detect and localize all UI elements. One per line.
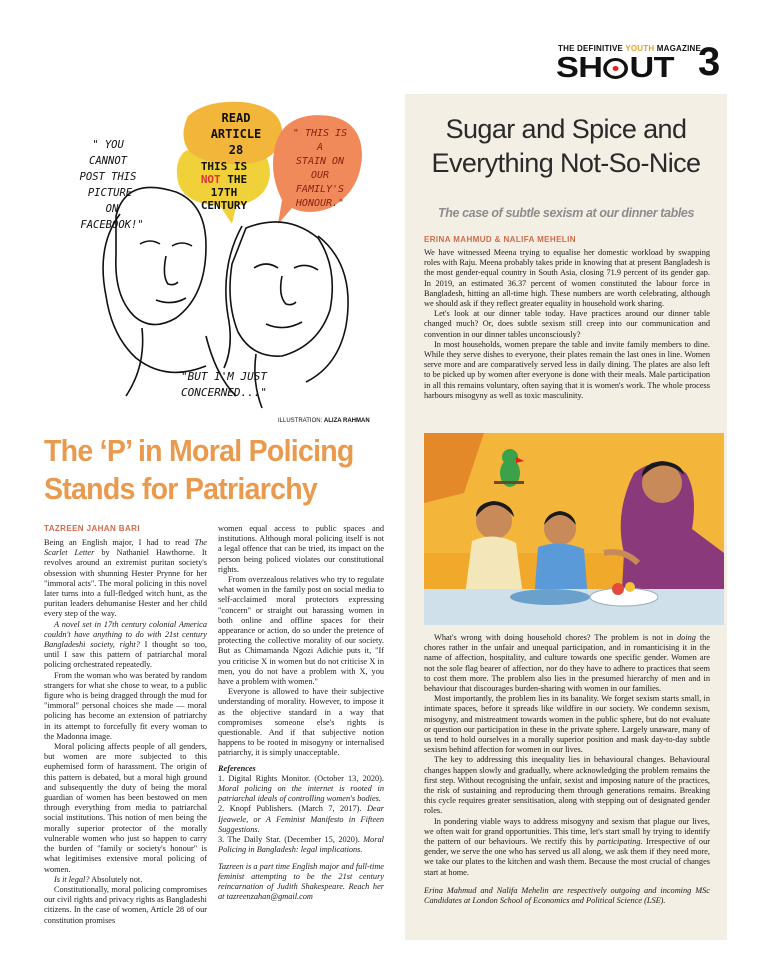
references-heading: References (218, 763, 256, 773)
page-number: 3 (698, 40, 721, 84)
svg-text:17TH: 17TH (210, 186, 238, 199)
svg-text:ON: ON (105, 203, 119, 215)
illustration-credit: ILLUSTRATION: ALIZA RAHMAN (278, 418, 370, 424)
svg-text:FAMILY'S: FAMILY'S (295, 184, 345, 195)
masthead-logo: SH UT (556, 52, 674, 84)
svg-text:A: A (316, 142, 324, 153)
right-article-title: Sugar and Spice and Everything Not-So-Nice (431, 114, 701, 178)
svg-text:NOT THE: NOT THE (200, 173, 248, 186)
right-article-byline: ERINA MAHMUD & NALIFA MEHELIN (424, 235, 576, 244)
svg-text:28: 28 (228, 143, 244, 157)
left-article-byline: TAZREEN JAHAN BARI (44, 524, 140, 533)
paragraph: We have witnessed Meena trying to equalise her domestic workload by swapping roles with Raju. Meena probably takes pride in knowing that at present Bangladesh is the most gender-equal country in South Asia, closing 71.9 percent of its gender gap. In 2019, an estimated 36.37 percent of women constituted the labour force in Bangladesh, hitting an all-time high. These numbers are worth celebrating, although we should ask if they reflect greater equality in household work sharing. (424, 248, 710, 309)
svg-text:POST THIS: POST THIS (79, 171, 137, 183)
reference-item: 2. Knopf Publishers. (March 7, 2017). Dear Ijeawele, or A Feminist Manifesto in Fifteen Suggestions. (218, 804, 384, 834)
svg-text:CANNOT: CANNOT (89, 155, 127, 167)
paragraph: Being an English major, I had to read The Scarlet Letter by Nathaniel Hawthorne. It revolves around an extremist puritan society's obsession with shunning Hester Prynne for her "immoral acts". The moral policing in this novel later turns into a full-fledged witch hunt, as the puritan leaders dehumanise Hester and her child every step of the way. (44, 538, 207, 619)
paragraph: Most importantly, the problem lies in its banality. We forget sexism starts small, in intimate spaces, before it spreads like wildfire in our society. We condemn sexism, misogyny, and mistreatment towards women in the public sphere, but do not evaluate or question our participation in these in the private sphere. Largely unaware, many of us tend to hold ourselves in a morally superior position and mask day-to-day subtle sexism behind affection for women in our lives. (424, 694, 710, 755)
right-article-bottom-text (424, 633, 710, 906)
svg-text:HONOUR.": HONOUR." (295, 198, 345, 209)
paragraph: Is it legal? Absolutely not. (54, 874, 143, 884)
paragraph: What's wrong with doing household chores? The problem is not in doing the chores rather in the unfair and unequal participation, and in romanticising it in the name of affection, hospitality, and culture towards one specific gender. Women are not the sole flag bearer of affection, nor do they have to adhere to practices that seem to cost them more. The problem also lies in the presumed hierarchy of men and in behaviour that discourages burden-sharing with women in our families. (424, 633, 710, 694)
svg-text:"BUT I'M JUST: "BUT I'M JUST (180, 370, 268, 383)
svg-text:PICTURE: PICTURE (87, 187, 133, 199)
svg-text:OUR: OUR (310, 170, 330, 181)
left-article-title: The ‘P’ in Moral Policing Stands for Patriarchy (44, 433, 354, 506)
paragraph: From overzealous relatives who try to regulate what women in the family post on social media to self-acclaimed moral protectors expressing "concern" or straight out harassing women in both online and offline spaces for their appearance or action, do so under the pretence of protecting the collective morality of our society. But as Chimamanda Ngozi Adichie puts it, "If you criticise X in women but do not criticise X in men, you do not have a problem with X, you have a problem with women." (218, 575, 384, 687)
svg-text:CENTURY: CENTURY (200, 199, 248, 212)
paragraph: The key to addressing this inequality lies in behavioural changes. Behavioural changes happen slowly and gradually, where acknowledging the problem remains the first step. Without recognising the unfair, sexist and imposing nature of the practices, the risk of sustaining and reproducing them through generations remains. Breaking this cycle requires greater sensitisation, along with stepping out of designated gender roles. (424, 755, 710, 816)
reference-item: 3. The Daily Star. (December 15, 2020). Moral Policing in Bangladesh: legal implications. (218, 835, 384, 855)
svg-text:" YOU: " YOU (92, 139, 124, 151)
paragraph: Everyone is allowed to have their subjective understanding of morality. However, to impose it as the objective standard in a way that compromises someone else's rights is questionable. And if that subjective notion happens to be rooted in misogyny or internalised patriarchy, it is simply unacceptable. (218, 687, 384, 758)
author-bio: Erina Mahmud and Nalifa Mehelin are respectively outgoing and incoming MSc Candidates at London School of Economics and Political Science (LSE). (424, 885, 710, 906)
left-article-col1 (44, 538, 207, 926)
right-article-subtitle: The case of subtle sexism at our dinner tables (438, 206, 694, 220)
svg-text:READ: READ (221, 111, 251, 125)
reference-item: 1. Digital Rights Monitor. (October 13, 2020). Moral policing on the internet is rooted in patriarchal ideals of controlling women's bodies. (218, 773, 384, 804)
paragraph: A novel set in 17th century colonial America couldn't have anything to do with 21st century Bangladeshi society, right? I thought so too, until I saw this pattern of patriarchal moral policing orchestrated repeatedly. (44, 619, 207, 670)
svg-text:FACEBOOK!": FACEBOOK!" (80, 219, 144, 231)
svg-text:" THIS IS: " THIS IS (292, 128, 348, 139)
svg-text:STAIN ON: STAIN ON (295, 156, 345, 167)
dinner-illustration (424, 433, 724, 625)
svg-text:CONCERNED...": CONCERNED..." (180, 386, 268, 399)
svg-text:THIS IS: THIS IS (200, 160, 248, 173)
paragraph: In most households, women prepare the table and invite family members to dine. While they serve dishes to everyone, their plates remain the last ones in line. Women serve more and are comparatively served less in daily dining. The plates are also left to be picked up by women after everyone is done with their meals. Male participation in all this remains voluntary, often saying that it is women's work. The whole process harbours misogyny as well as toxic masculinity. (424, 339, 710, 400)
illustration (56, 96, 382, 414)
right-article-top-text (424, 248, 710, 401)
paragraph: Let's look at our dinner table today. Have practices around our dinner table changed much? Or, does subtle sexism still creep into our communication and convention in our dinner tables unconsciously? (424, 309, 710, 339)
masthead-tagline: THE DEFINITIVE YOUTH MAGAZINE (558, 44, 701, 53)
left-hair (103, 214, 206, 372)
svg-text:ARTICLE: ARTICLE (210, 127, 262, 141)
paragraph: In pondering viable ways to address misogyny and sexism that plague our lives, we often wait for grand opportunities. This time, let's start small by trying to identify the pattern of our behaviours. We rectify this by participating. Irrespective of our gender, we serve the one who has served us all along, we ask them if they need more, we take our plates to the kitchen and wash them. Because the most crucial of changes start at home. (424, 816, 710, 877)
paragraph: women equal access to public spaces and institutions. Although moral policing itself is not a legal offence that can be tried, its impact on the person being policed violates our constitutional rights. (218, 524, 384, 574)
target-icon (604, 58, 629, 79)
left-article-col2 (218, 524, 384, 902)
paragraph: From the woman who was berated by random strangers for what she chose to wear, to a public figure who is being dragged through the mud for "immoral" personal choices she made — moral policing has become an extension of patriarchy in its attempt to forcefully fit every woman to the Madonna image. (44, 670, 207, 741)
author-bio: Tazreen is a part time English major and full-time feminist attempting to be the 21st century reincarnation of Judith Shakespeare. Reach her at tazreenzahan@gmail.com (218, 861, 384, 902)
left-face-outline (116, 187, 206, 324)
paragraph: Moral policing affects people of all genders, but women are more subjected to this euphemised form of harassment. The origin of this pattern is debated, but a moral high ground and subsequently the duty of being the moral guardian of women has been bestowed on men through everything from media to patriarchal social institutions. This notion of men being the morally superior protector of the morally vulnerable women who just so happen to carry the burden of "family or society's honour" is what legitimises extensive moral policing of women. (44, 742, 207, 874)
paragraph: Constitutionally, moral policing compromises our civil rights and privacy rights as Bangladeshi citizens. In the case of women, Article 28 of our constitution promises (44, 884, 207, 925)
